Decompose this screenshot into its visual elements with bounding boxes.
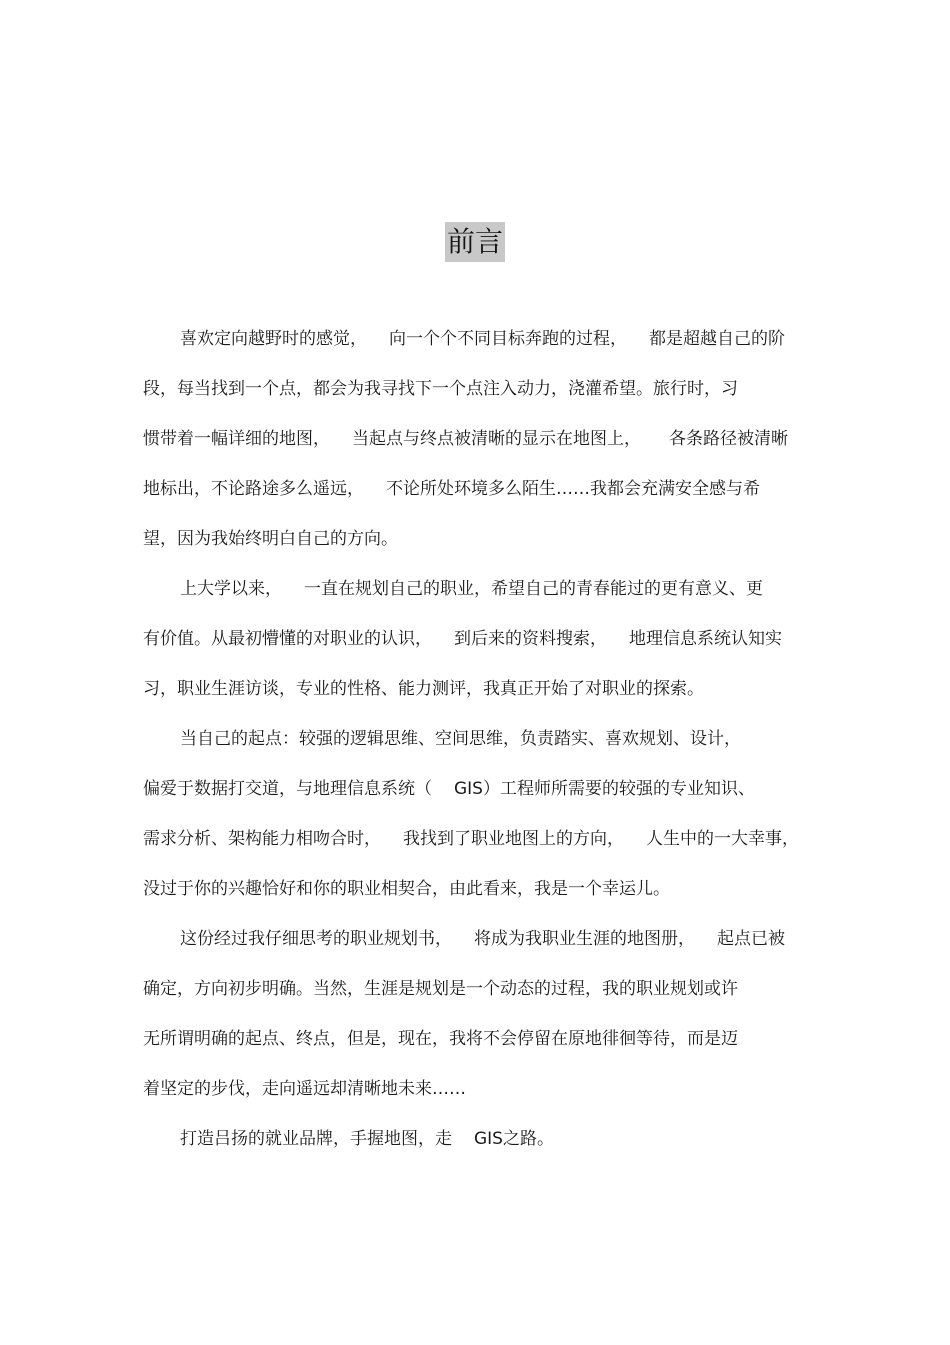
page-title: 前言: [445, 222, 505, 262]
text-segment: 这份经过我仔细思考的职业规划书，: [180, 929, 452, 949]
text-segment: 地标出，不论路途多么遥远，: [143, 479, 364, 499]
text-segment: 当自己的起点：较强的逻辑思维、空间思维，负责踏实、喜欢规划、设计，: [180, 729, 741, 749]
text-segment: GIS）工程师所需要的较强的专业知识、: [454, 779, 755, 799]
paragraph-2-line-1: [180, 578, 763, 600]
text-segment: 不论所处环境多么陌生……我都会充满安全感与希: [386, 479, 760, 499]
paragraph-3-line-3: [143, 828, 799, 850]
text-segment: 无所谓明确的起点、终点，但是，现在，我将不会停留在原地徘徊等待，而是迈: [143, 1029, 738, 1049]
text-segment: 当起点与终点被清晰的显示在地图上，: [352, 429, 641, 449]
text-segment: 打造吕扬的就业品牌，手握地图，走: [180, 1129, 452, 1149]
text-segment: 确定，方向初步明确。当然，生涯是规划是一个动态的过程，我的职业规划或许: [143, 979, 738, 999]
text-segment: 偏爱于数据打交道，与地理信息系统（: [143, 779, 432, 799]
paragraph-1-line-3: [143, 428, 788, 450]
text-segment: 我找到了职业地图上的方向，: [403, 829, 624, 849]
text-segment: 有价值。从最初懵懂的对职业的认识，: [143, 629, 432, 649]
text-segment: 望，因为我始终明白自己的方向。: [143, 529, 398, 549]
text-segment: 地理信息系统认知实: [629, 629, 782, 649]
paragraph-5-line-1: [180, 1128, 554, 1150]
text-segment: 段，每当找到一个点，都会为我寻找下一个点注入动力，浇灌希望。旅行时，习: [143, 379, 738, 399]
title-container: [0, 222, 950, 262]
text-segment: 习，职业生涯访谈，专业的性格、能力测评，我真正开始了对职业的探索。: [143, 679, 704, 699]
paragraph-4-line-4: [143, 1078, 466, 1100]
paragraph-4-line-3: [143, 1028, 738, 1050]
paragraph-1-line-2: [143, 378, 738, 400]
text-segment: 一直在规划自己的职业，希望自己的青春能过的更有意义、更: [304, 579, 763, 599]
paragraph-1-line-4: [143, 478, 760, 500]
text-segment: 喜欢定向越野时的感觉，: [180, 329, 367, 349]
text-segment: 需求分析、架构能力相吻合时，: [143, 829, 381, 849]
paragraph-1-line-5: [143, 528, 398, 550]
text-segment: 到后来的资料搜索，: [454, 629, 607, 649]
paragraph-3-line-1: [180, 728, 741, 750]
paragraph-3-line-2: [143, 778, 755, 800]
text-segment: 起点已被: [717, 929, 785, 949]
text-segment: 人生中的一大幸事，: [646, 829, 799, 849]
text-segment: 惯带着一幅详细的地图，: [143, 429, 330, 449]
paragraph-3-line-4: [143, 878, 670, 900]
text-segment: 没过于你的兴趣恰好和你的职业相契合，由此看来，我是一个幸运儿。: [143, 879, 670, 899]
text-segment: GIS之路。: [474, 1129, 554, 1149]
text-segment: 各条路径被清晰: [669, 429, 788, 449]
text-segment: 向一个个不同目标奔跑的过程，: [389, 329, 627, 349]
text-segment: 着坚定的步伐，走向遥远却清晰地未来……: [143, 1079, 466, 1099]
text-segment: 都是超越自己的阶: [649, 329, 785, 349]
text-segment: 将成为我职业生涯的地图册，: [474, 929, 695, 949]
paragraph-4-line-1: [180, 928, 785, 950]
paragraph-2-line-3: [143, 678, 704, 700]
paragraph-1-line-1: [180, 328, 785, 350]
paragraph-4-line-2: [143, 978, 738, 1000]
text-segment: 上大学以来，: [180, 579, 282, 599]
paragraph-2-line-2: [143, 628, 782, 650]
